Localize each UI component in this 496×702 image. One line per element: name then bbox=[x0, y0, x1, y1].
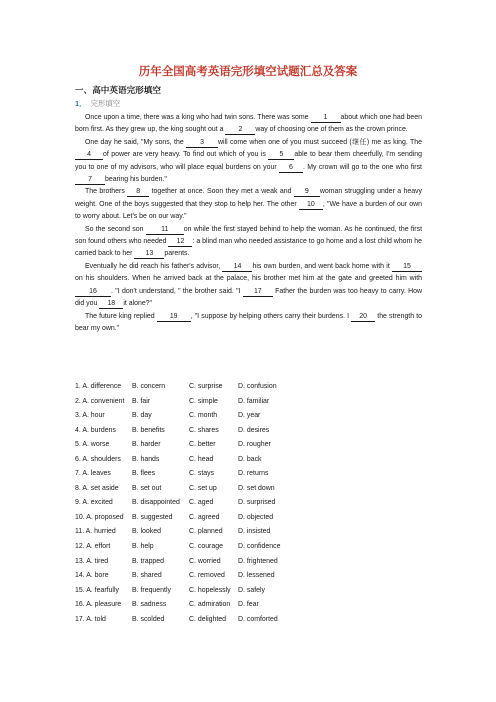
option-row bbox=[75, 540, 308, 555]
option-row bbox=[75, 380, 308, 395]
option-c: C. agreed bbox=[189, 513, 220, 521]
option-b: B. concern bbox=[132, 383, 166, 390]
option-b: B. disappointed bbox=[132, 499, 180, 507]
option-row bbox=[75, 511, 308, 526]
exercise-label: 完形填空 bbox=[90, 99, 121, 108]
option-a: 9. A. excited bbox=[75, 499, 113, 507]
option-a: 3. A. hour bbox=[75, 412, 105, 420]
passage-text: on while the first stayed behind to help the woman. As he continued, the first son found others who needed bbox=[75, 225, 423, 246]
option-a: 16. A. pleasure bbox=[75, 601, 122, 609]
option-d: D. set down bbox=[238, 484, 275, 492]
passage-text: bearing his burden." bbox=[105, 176, 167, 184]
blank-12: 12 bbox=[168, 238, 192, 247]
passage-text: able to bear them cheerfully, I'm sending you to one of my advisors, who will place equal burdens on your bbox=[75, 151, 422, 171]
option-b: B. looked bbox=[132, 528, 161, 536]
passage-paragraph bbox=[75, 311, 422, 336]
passage-text: parents. bbox=[164, 250, 190, 258]
option-a: 4. A. burdens bbox=[75, 426, 116, 434]
option-d: D. returns bbox=[238, 470, 269, 478]
option-d: D. confusion bbox=[238, 383, 277, 390]
option-b: B. trapped bbox=[132, 557, 165, 565]
passage-text: . My crown will go to the one who first bbox=[302, 163, 422, 171]
option-c: C. planned bbox=[189, 528, 223, 536]
option-row bbox=[75, 467, 308, 482]
exercise-number: 1． bbox=[75, 99, 87, 108]
passage-text: Once upon a time, there was a king who had twin sons. There was some bbox=[85, 114, 311, 121]
option-c: C. head bbox=[189, 455, 214, 463]
passage-text: Father the burden was too heavy to carry. How did you bbox=[75, 287, 422, 308]
option-d: D. objected bbox=[238, 513, 274, 521]
option-a: 8. A. set aside bbox=[75, 484, 119, 492]
option-row bbox=[75, 453, 308, 468]
document-title: 历年全国高考英语完形填空试题汇总及答案 bbox=[138, 64, 358, 78]
option-b: B. sadness bbox=[132, 601, 167, 609]
passage-text: , "We have a burden of our own to worry about. Let's be on our way." bbox=[75, 200, 422, 221]
option-a: 14. A. bore bbox=[75, 572, 109, 580]
option-row bbox=[75, 409, 308, 424]
option-row bbox=[75, 438, 308, 453]
passage-paragraph bbox=[75, 224, 422, 261]
option-b: B. harder bbox=[132, 441, 161, 449]
blank-3: 3 bbox=[186, 139, 218, 148]
passage-text: about which one had been born first. As they grew up, the king sought out a bbox=[75, 114, 423, 134]
blank-9: 9 bbox=[294, 188, 320, 197]
passage-text: his own burden, and went back home with it bbox=[252, 262, 393, 270]
passage-text: will come when one of you must succeed (继任) me as king. The bbox=[218, 138, 422, 146]
passage-text: , "I suppose by helping others carry their burdens. I bbox=[190, 312, 352, 320]
option-d: D. safely bbox=[238, 586, 265, 594]
option-row bbox=[75, 395, 308, 410]
option-c: C. worried bbox=[189, 557, 221, 565]
option-b: B. scolded bbox=[132, 615, 165, 623]
passage-text: on his shoulders. When he arrived back at the palace, his brother met him at the gate and greeted him with bbox=[75, 275, 422, 283]
option-a: 6. A. shoulders bbox=[75, 455, 121, 463]
blank-18: 18 bbox=[99, 300, 123, 309]
option-c: C. better bbox=[189, 441, 216, 449]
option-a: 5. A. worse bbox=[75, 441, 110, 449]
passage-text: The future king replied bbox=[85, 312, 157, 320]
blank-1: 1 bbox=[311, 114, 341, 123]
option-d: D. familiar bbox=[238, 397, 270, 405]
option-b: B. hands bbox=[132, 455, 160, 463]
option-c: C. month bbox=[189, 412, 218, 420]
option-c: C. shares bbox=[189, 426, 219, 434]
option-row bbox=[75, 525, 308, 540]
option-d: D. frightened bbox=[238, 557, 278, 565]
option-a: 12. A. effort bbox=[75, 543, 111, 551]
option-b: B. benefits bbox=[132, 426, 165, 434]
passage-paragraph bbox=[75, 186, 422, 223]
option-d: D. year bbox=[238, 412, 261, 420]
option-a: 17. A. told bbox=[75, 615, 106, 623]
option-row bbox=[75, 482, 308, 497]
option-row bbox=[75, 584, 308, 599]
blank-2: 2 bbox=[225, 126, 255, 135]
exercise-heading bbox=[75, 98, 120, 109]
passage-text: it alone?" bbox=[123, 300, 153, 308]
blank-17: 17 bbox=[243, 288, 273, 297]
option-c: C. simple bbox=[189, 397, 218, 405]
blank-7: 7 bbox=[75, 176, 105, 185]
option-row bbox=[75, 569, 308, 584]
passage-text: Eventually he did reach his father's advisor, bbox=[85, 262, 223, 270]
option-c: C. surprise bbox=[189, 383, 223, 390]
option-row bbox=[75, 496, 308, 511]
option-b: B. day bbox=[132, 412, 152, 420]
blank-10: 10 bbox=[299, 201, 323, 210]
blank-4: 4 bbox=[75, 151, 103, 160]
blank-13: 13 bbox=[134, 250, 164, 259]
passage-paragraph bbox=[75, 137, 422, 187]
option-row bbox=[75, 424, 308, 439]
blank-11: 11 bbox=[146, 226, 184, 235]
option-a: 10. A. proposed bbox=[75, 513, 124, 521]
passage-paragraph bbox=[75, 261, 422, 311]
passage-text: woman struggling under a heavy weight. One of the boys suggested that they stop to help her. The other bbox=[75, 188, 422, 208]
passage-text: way of choosing one of them as the crown prince. bbox=[255, 126, 408, 134]
option-c: C. set up bbox=[189, 484, 217, 492]
passage-text: The brothers bbox=[85, 188, 128, 196]
option-a: 1. A. difference bbox=[75, 383, 122, 390]
blank-8: 8 bbox=[127, 188, 149, 197]
blank-16: 16 bbox=[75, 288, 111, 297]
option-d: D. fear bbox=[238, 601, 259, 609]
passage-text: So the second son bbox=[85, 225, 146, 233]
option-c: C. courage bbox=[189, 543, 223, 551]
option-d: D. surprised bbox=[238, 499, 276, 507]
option-a: 15. A. fearfully bbox=[75, 586, 119, 594]
option-d: D. rougher bbox=[238, 441, 271, 449]
option-d: D. confidence bbox=[238, 543, 281, 551]
option-b: B. shared bbox=[132, 572, 162, 580]
option-c: C. stays bbox=[189, 470, 215, 478]
option-d: D. insisted bbox=[238, 528, 271, 536]
option-b: B. set out bbox=[132, 484, 162, 492]
option-b: B. frequently bbox=[132, 586, 171, 594]
option-row bbox=[75, 613, 308, 628]
passage-text: of power are very heavy. To find out which of you is bbox=[103, 151, 269, 159]
blank-14: 14 bbox=[222, 263, 252, 272]
option-d: D. back bbox=[238, 455, 262, 463]
option-d: D. desires bbox=[238, 426, 270, 434]
option-a: 13. A. tired bbox=[75, 557, 109, 565]
blank-15: 15 bbox=[392, 263, 422, 272]
option-c: C. admiration bbox=[189, 601, 231, 609]
option-b: B. suggested bbox=[132, 513, 173, 521]
cloze-passage bbox=[75, 112, 422, 335]
option-b: B. flees bbox=[132, 470, 156, 478]
section-heading: 一、高中英语完形填空 bbox=[75, 85, 161, 95]
answer-options bbox=[75, 380, 308, 627]
passage-text: : a blind man who needed assistance to go home and a lost child whom he carried back to her bbox=[75, 238, 422, 258]
option-c: C. delighted bbox=[189, 615, 227, 623]
option-c: C. hopelessly bbox=[189, 586, 231, 594]
option-d: D. comforted bbox=[238, 615, 278, 623]
passage-text: the strength to bear my own." bbox=[75, 312, 422, 332]
passage-paragraph bbox=[75, 112, 422, 137]
option-row bbox=[75, 555, 308, 570]
option-a: 11. A. hurried bbox=[75, 528, 116, 536]
blank-6: 6 bbox=[279, 164, 303, 173]
blank-19: 19 bbox=[157, 313, 191, 322]
option-b: B. fair bbox=[132, 397, 151, 405]
blank-5: 5 bbox=[268, 151, 294, 160]
blank-20: 20 bbox=[351, 313, 375, 322]
option-a: 2. A. convenient bbox=[75, 397, 125, 405]
passage-text: . "I don't understand, " the brother said. "I bbox=[111, 287, 243, 295]
option-c: C. removed bbox=[189, 572, 225, 580]
option-row bbox=[75, 598, 308, 613]
passage-text: One day he said, "My sons, the bbox=[85, 138, 187, 146]
option-d: D. lessened bbox=[238, 572, 275, 580]
option-a: 7. A. leaves bbox=[75, 470, 111, 478]
option-c: C. aged bbox=[189, 499, 214, 507]
passage-text: together at once. Soon they met a weak and bbox=[149, 188, 294, 196]
option-b: B. help bbox=[132, 543, 154, 551]
